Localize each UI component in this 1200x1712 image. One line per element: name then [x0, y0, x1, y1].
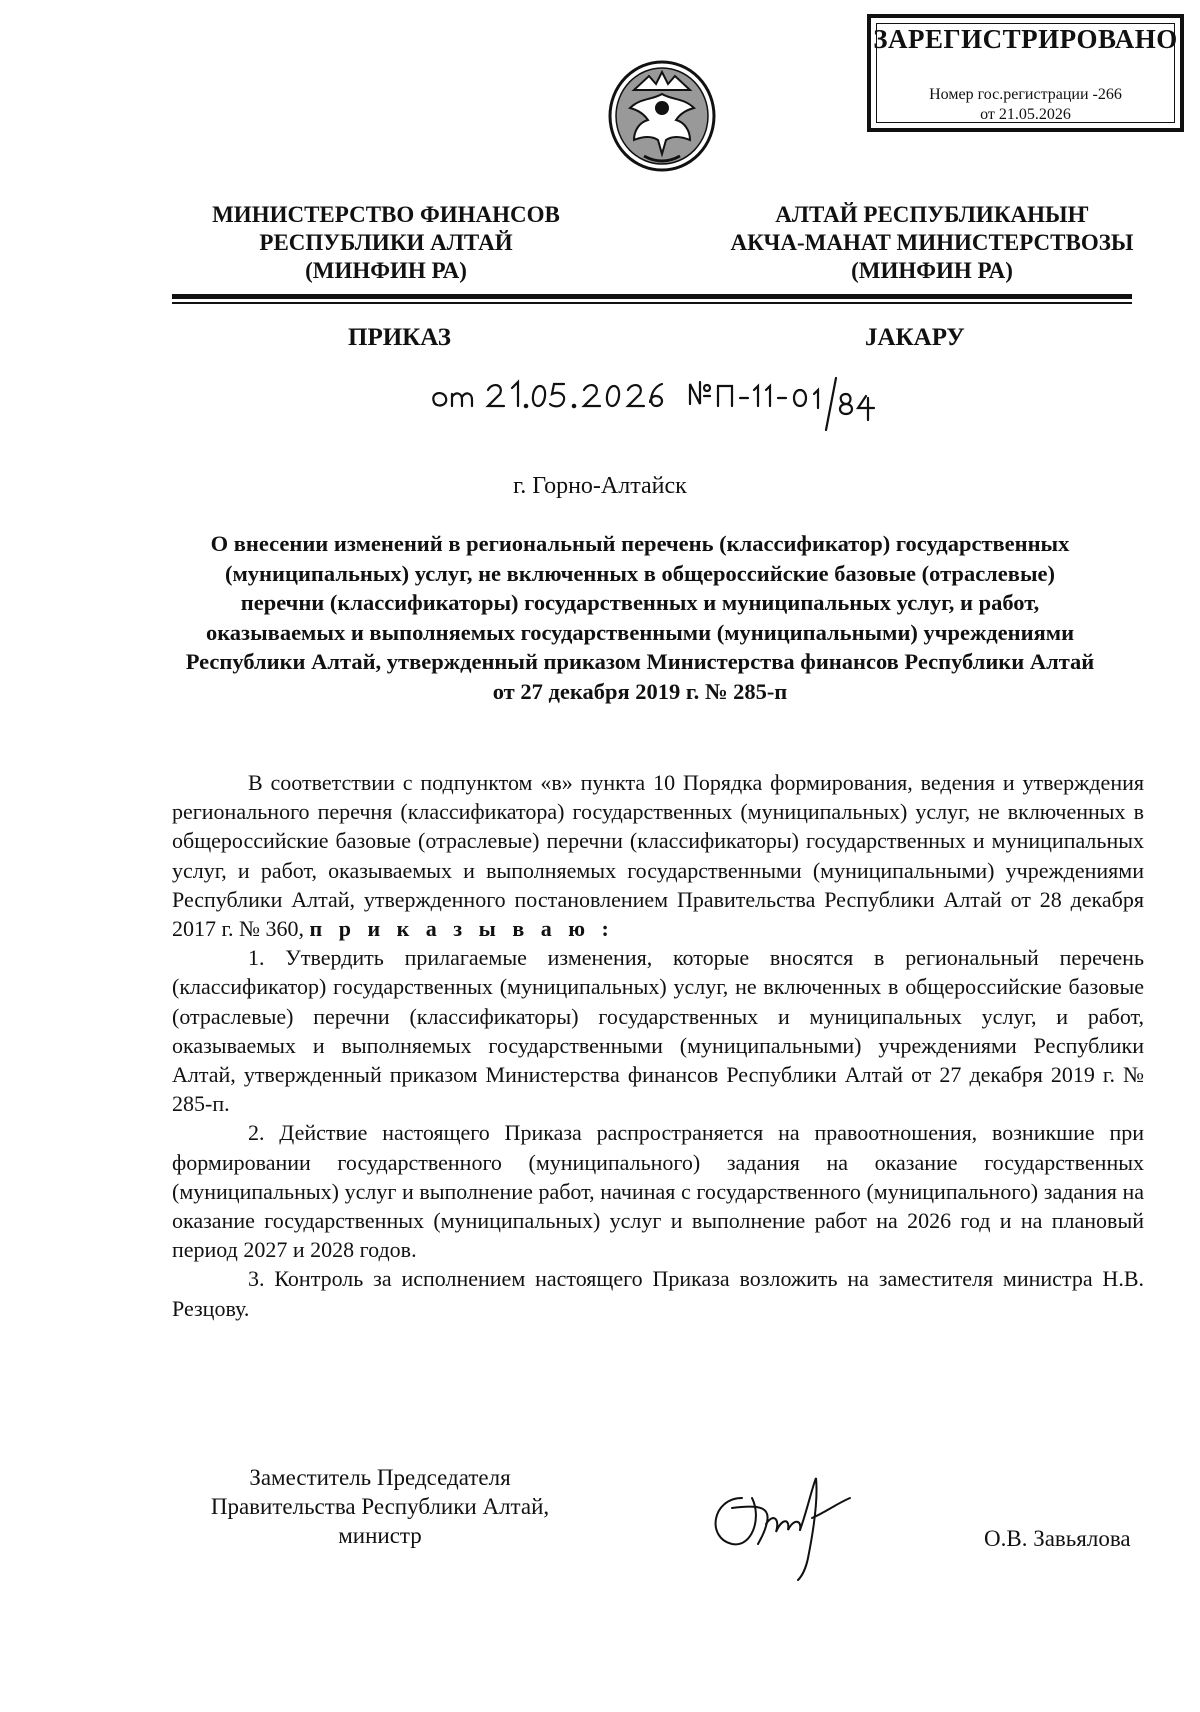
- position-line: Заместитель Председателя: [249, 1465, 511, 1490]
- header-divider-thin: [172, 302, 1132, 304]
- altai-republic-coat-of-arms-icon: [604, 50, 720, 174]
- registration-stamp: [867, 14, 1184, 132]
- stamp-registration-number: Номер гос.регистрации -266: [929, 86, 1122, 103]
- stamp-registration-date: от 21.05.2026: [980, 106, 1071, 123]
- handwritten-signature: [702, 1468, 882, 1583]
- title-line: от 27 декабря 2019 г. № 285-п: [492, 678, 788, 704]
- order-command: п р и к а з ы в а ю :: [309, 916, 615, 942]
- header-line: АКЧА-МАНАТ МИНИСТЕРСТВОЗЫ: [730, 230, 1134, 255]
- signatory-name: О.В. Завьялова: [984, 1526, 1131, 1551]
- ministry-name-russian: [126, 201, 646, 285]
- order-item-1: 1. Утвердить прилагаемые изменения, которые вносятся в региональный перечень (классификатор) государственных (муниципальных) услуг, не включенных в общероссийские базовые (отраслевые) перечни (классификаторы) государственных и муниципальных услуг, и работ, оказываемых и выполняемых государственными (муниципальными) учреждениями Республики Алтай, утвержденный приказом Министерства финансов Республики Алтай от 27 декабря 2019 г. № 285-п.: [172, 945, 1144, 1117]
- order-label-altai: ЈАКАРУ: [865, 324, 965, 351]
- ministry-name-altai: [672, 201, 1192, 285]
- preamble-paragraph: [172, 768, 1144, 943]
- order-label-russian: ПРИКАЗ: [348, 324, 451, 351]
- header-line: АЛТАЙ РЕСПУБЛИКАНЫҤ: [775, 202, 1089, 227]
- title-line: перечни (классификаторы) государственных и муниципальных услуг, и работ,: [240, 590, 1040, 616]
- city-name: г. Горно-Алтайск: [513, 473, 687, 499]
- preamble-text: В соответствии с подпунктом «в» пункта 10 Порядка формирования, ведения и утверждения регионального перечня (классификатора) государственных (муниципальных) услуг, не включенных в общероссийские базовые (отраслевые) перечни (классификаторы) государственных и муниципальных услуг, и работ, оказываемых и выполняемых государственными (муниципальными) учреждениями Республики Алтай, утвержденного постановлением Правительства Республики Алтай от 28 декабря 2017 г. № 360,: [172, 770, 1144, 942]
- header-line: (МИНФИН РА): [305, 258, 467, 283]
- position-line: министр: [338, 1523, 422, 1548]
- position-line: Правительства Республики Алтай,: [210, 1494, 550, 1519]
- title-line: Республики Алтай, утвержденный приказом Министерства финансов Республики Алтай: [185, 649, 1095, 675]
- header-line: РЕСПУБЛИКИ АЛТАЙ: [259, 230, 513, 255]
- header-line: (МИНФИН РА): [851, 258, 1013, 283]
- document-body: [172, 768, 1144, 1323]
- title-line: (муниципальных) услуг, не включенных в общероссийские базовые (отраслевые): [224, 560, 1055, 586]
- title-line: оказываемых и выполняемых государственными (муниципальными) учреждениями: [205, 619, 1075, 645]
- title-line: О внесении изменений в региональный перечень (классификатор) государственных: [210, 531, 1070, 556]
- order-item-2: 2. Действие настоящего Приказа распространяется на правоотношения, возникшие при формировании государственного (муниципального) задания на оказание государственных (муниципальных) услуг и выполнение работ, начиная с государственного (муниципального) задания на оказание государственных (муниципальных) услуг и выполнение работ на 2026 год и на плановый период 2027 и 2028 годов.: [172, 1120, 1144, 1263]
- stamp-title: ЗАРЕГИСТРИРОВАНО: [873, 24, 1178, 54]
- header-line: МИНИСТЕРСТВО ФИНАНСОВ: [212, 202, 560, 227]
- order-item-3: 3. Контроль за исполнением настоящего Приказа возложить на заместителя министра Н.В. Резцову.: [172, 1266, 1144, 1321]
- signatory-position: [170, 1463, 590, 1550]
- handwritten-order-date-number: [428, 376, 878, 436]
- header-divider-thick: [172, 294, 1132, 299]
- document-title: [150, 529, 1130, 707]
